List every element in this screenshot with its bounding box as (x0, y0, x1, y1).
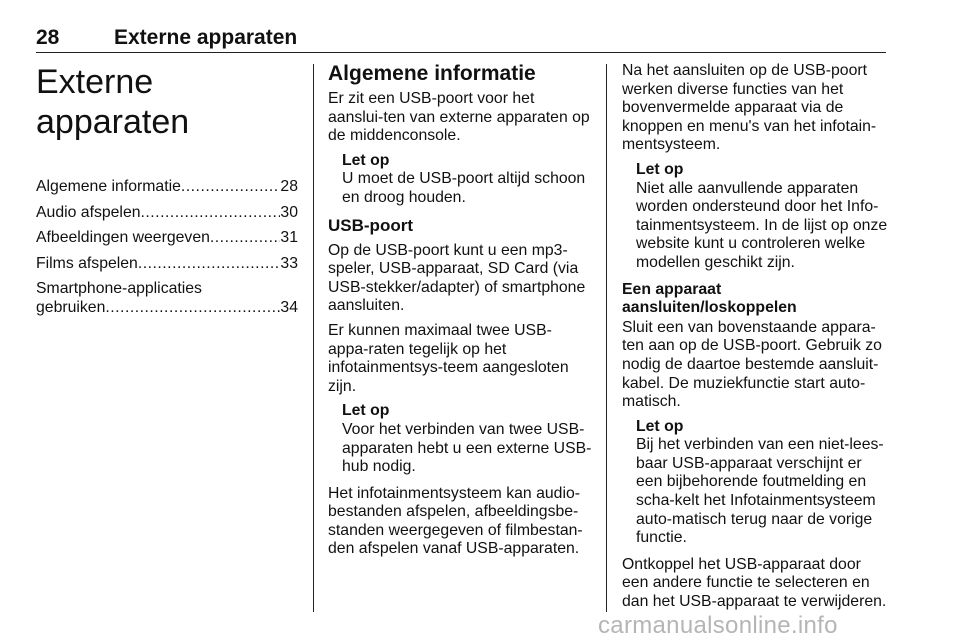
column-1 (36, 62, 298, 325)
column-divider (606, 64, 607, 612)
paragraph: Het infotainmentsysteem kan audio-bestanden afspelen, afbeeldingsbe-standen weergegeven of filmbestan-den afspelen vanaf USB-apparaten. (328, 484, 583, 558)
note-text: Voor het verbinden van twee USB-apparaten hebt u een externe USB-hub nodig. (342, 420, 592, 476)
paragraph: Er kunnen maximaal twee USB-appa-raten tegelijk op het infotainmentsys-teem aangesloten zijn. (328, 321, 569, 395)
toc-item[interactable]: Smartphone-applicaties gebruiken ..... 34 (36, 280, 298, 317)
toc-item[interactable]: Films afspelen ..... 33 (36, 255, 298, 274)
column-2 (328, 62, 592, 565)
note-text: Niet alle aanvullende apparaten worden ondersteund door het Info-tainmentsysteem. In de lijst op onze website kunt u controleren welke modellen geschikt zijn. (636, 179, 888, 271)
chapter-title: Externe apparaten (36, 63, 190, 141)
subheading: USB-poort (328, 215, 413, 235)
column-3 (622, 62, 888, 618)
page-number: 28 (36, 26, 60, 49)
note-label: Let op (636, 417, 684, 435)
paragraph: Na het aansluiten op de USB-poort werken diverse functies van het bovenvermelde apparaat via de knoppen en menu's van het infotain-mentsysteem. (622, 62, 877, 154)
note-label: Let op (636, 160, 684, 178)
table-of-contents (36, 178, 298, 318)
note-label: Let op (342, 402, 390, 420)
paragraph: Op de USB-poort kunt u een mp3-speler, USB-apparaat, SD Card (via USB-stekker/adapter) of smartphone aansluiten. (328, 241, 586, 315)
toc-item[interactable]: Audio afspelen ..... 30 (36, 204, 298, 223)
note-box (636, 161, 888, 273)
subheading: Een apparaat aansluiten/loskoppelen (622, 280, 797, 317)
toc-item[interactable]: Afbeeldingen weergeven ..... 31 (36, 229, 298, 248)
note-text: U moet de USB-poort altijd schoon en droog houden. (342, 170, 586, 206)
paragraph: Ontkoppel het USB-apparaat door een andere functie te selecteren en dan het USB-apparaat te verwijderen. (622, 555, 887, 611)
section-heading: Algemene informatie (328, 62, 536, 85)
running-title: Externe apparaten (114, 26, 298, 49)
column-divider (313, 64, 314, 612)
paragraph: Er zit een USB-poort voor het aanslui-ten van externe apparaten op de middenconsole. (328, 90, 590, 145)
note-box (342, 402, 592, 476)
watermark: carmanualsonline.info (598, 612, 838, 639)
paragraph: Sluit een van bovenstaande appara-ten aan op de USB-poort. Gebruik zo nodig de daartoe bestemde aansluit-kabel. De muziekfunctie start auto-matisch. (622, 318, 882, 411)
note-label: Let op (342, 151, 390, 169)
toc-item[interactable]: Algemene informatie ..... 28 (36, 178, 298, 197)
note-box (636, 418, 888, 548)
page-header (36, 26, 886, 53)
note-box (342, 152, 592, 208)
note-text: Bij het verbinden van een niet-lees-baar USB-apparaat verschijnt er een bijbehorende foutmelding en scha-kelt het Infotainmentsysteem auto-matisch terug naar de vorige functie. (636, 436, 884, 547)
